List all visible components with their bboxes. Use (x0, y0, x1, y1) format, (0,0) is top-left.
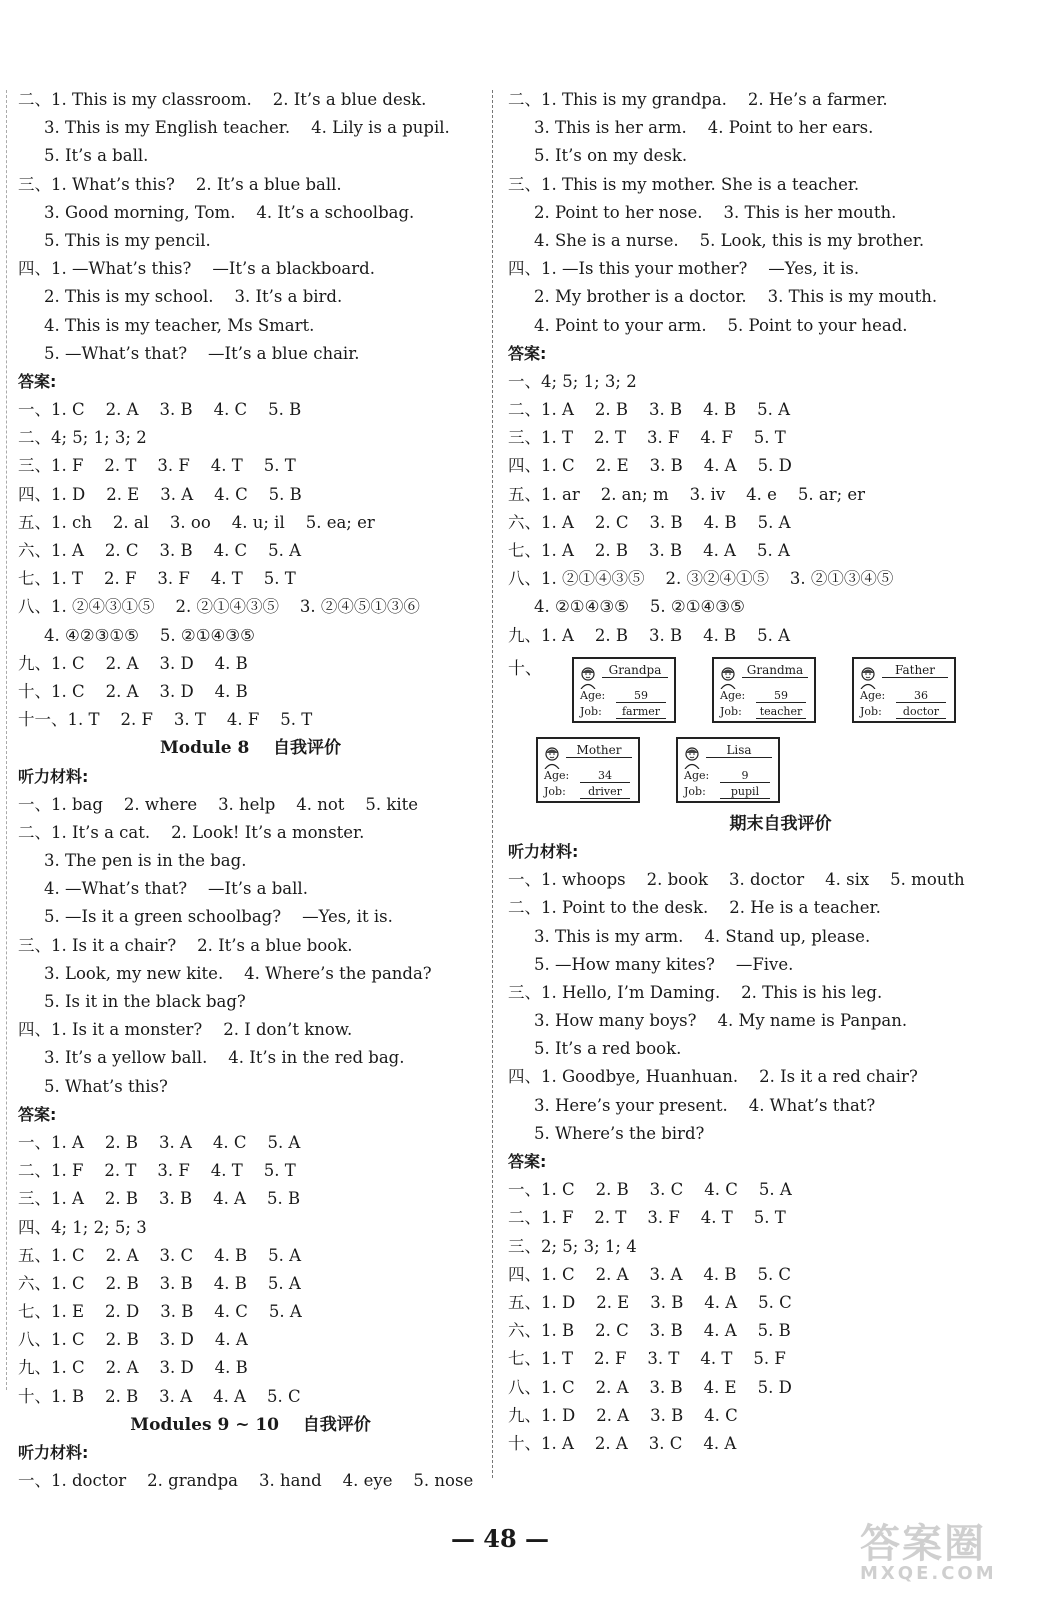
text-line: 二、1. F 2. T 3. F 4. T 5. T (18, 1161, 296, 1181)
text-line: 3. This is my arm. 4. Stand up, please. (534, 926, 871, 946)
text-line: 3. The pen is in the bag. (44, 851, 247, 871)
person-portrait-icon (858, 665, 878, 689)
right-column (508, 86, 1053, 1458)
text-line: 十一、1. T 2. F 3. T 4. F 5. T (18, 710, 313, 730)
age-value: 36 (896, 689, 946, 703)
text-line: 二、1. This is my grandpa. 2. He’s a farmer. (508, 90, 888, 109)
text-line: 5. —How many kites? —Five. (534, 954, 794, 974)
text-line: 二、1. A 2. B 3. B 4. B 5. A (508, 400, 791, 420)
text-line: 八、1. C 2. A 3. B 4. E 5. D (508, 1377, 792, 1397)
text-line: 三、1. F 2. T 3. F 4. T 5. T (18, 456, 296, 476)
text-line: 五、1. ar 2. an; m 3. iv 4. e 5. ar; er (508, 484, 866, 504)
text-line: 四、1. C 2. A 3. A 4. B 5. C (508, 1264, 792, 1284)
text-line: 三、1. This is my mother. She is a teacher. (508, 174, 860, 194)
person-name: Lisa (706, 743, 772, 758)
job-row (860, 705, 948, 718)
text-line: 六、1. B 2. C 3. B 4. A 5. B (508, 1321, 791, 1341)
person-card (712, 657, 816, 723)
text-line: 五、1. C 2. A 3. C 4. B 5. A (18, 1245, 302, 1265)
person-portrait-icon (542, 745, 562, 769)
text-line: 六、1. A 2. C 3. B 4. C 5. A (18, 541, 302, 560)
text-line: 六、1. C 2. B 3. B 4. B 5. A (18, 1273, 301, 1293)
job-row (684, 785, 772, 798)
age-value: 59 (756, 689, 806, 703)
person-portrait-icon (682, 745, 702, 769)
text-line: 三、1. What’s this? 2. It’s a blue ball. (18, 174, 342, 194)
left-margin-rule (6, 90, 7, 1390)
text-line: 四、1. Is it a monster? 2. I don’t know. (18, 1020, 353, 1040)
text-line: 5. What’s this? (44, 1076, 168, 1096)
text-line: 3. Good morning, Tom. 4. It’s a schoolbag. (44, 202, 415, 222)
text-line: 十、1. C 2. A 3. D 4. B (18, 681, 248, 701)
section-heading: 答案: (508, 1152, 547, 1171)
age-label: Age: (684, 768, 710, 782)
text-line: 三、1. A 2. B 3. B 4. A 5. B (18, 1189, 301, 1209)
text-line: 二、1. F 2. T 3. F 4. T 5. T (508, 1208, 786, 1228)
text-line: 一、1. C 2. A 3. B 4. C 5. B (18, 400, 302, 420)
text-line: 八、1. C 2. B 3. D 4. A (18, 1330, 248, 1350)
text-line: 4. ②①④③⑤ 5. ②①④③⑤ (534, 597, 745, 617)
text-line: 5. It’s on my desk. (534, 146, 688, 166)
job-label: Job: (860, 704, 882, 718)
text-line: 一、4; 5; 1; 3; 2 (508, 371, 637, 391)
text-line: 四、1. D 2. E 3. A 4. C 5. B (18, 484, 302, 504)
job-value: doctor (896, 705, 946, 719)
age-row (580, 689, 668, 702)
text-line: 八、1. ②①④③⑤ 2. ③②④①⑤ 3. ②①③④⑤ (508, 569, 894, 589)
text-line: 九、1. C 2. A 3. D 4. B (18, 1358, 248, 1378)
text-line: 九、1. D 2. A 3. B 4. C (508, 1405, 738, 1425)
text-line: 三、2; 5; 3; 1; 4 (508, 1236, 637, 1256)
text-line: 九、1. C 2. A 3. D 4. B (18, 653, 248, 673)
text-line: 七、1. A 2. B 3. B 4. A 5. A (508, 541, 790, 560)
age-row (684, 769, 772, 782)
text-line: 5. This is my pencil. (44, 230, 211, 250)
text-line: 四、4; 1; 2; 5; 3 (18, 1217, 147, 1237)
text-line: 三、1. T 2. T 3. F 4. F 5. T (508, 428, 786, 448)
person-card (572, 657, 676, 723)
watermark-url: MXQE.COM (860, 1563, 997, 1584)
person-portrait-icon (718, 665, 738, 689)
person-name: Mother (566, 743, 632, 758)
family-cards (508, 650, 1053, 810)
age-label: Age: (580, 688, 606, 702)
text-line: 五、1. ch 2. al 3. oo 4. u; il 5. ea; er (18, 512, 375, 532)
section-title: Module 8 自我评价 (159, 738, 342, 759)
section-title: Modules 9 ~ 10 自我评价 (130, 1414, 371, 1435)
text-line: 4. This is my teacher, Ms Smart. (44, 315, 315, 335)
page-number: — 48 — (450, 1524, 550, 1553)
age-row (860, 689, 948, 702)
job-value: driver (580, 785, 630, 799)
text-line: 七、1. T 2. F 3. T 4. T 5. F (508, 1349, 786, 1369)
text-line: 5. —What’s that? —It’s a blue chair. (44, 343, 360, 363)
text-line: 七、1. T 2. F 3. F 4. T 5. T (18, 569, 296, 589)
text-line: 4. Point to your arm. 5. Point to your head. (534, 315, 908, 335)
text-line: 十、1. B 2. B 3. A 4. A 5. C (18, 1386, 301, 1406)
person-name: Grandpa (602, 663, 668, 678)
text-line: 一、1. A 2. B 3. A 4. C 5. A (18, 1132, 301, 1152)
person-portrait-icon (578, 665, 598, 689)
text-line: 2. This is my school. 3. It’s a bird. (44, 287, 343, 307)
right-bottom-lines (508, 810, 1053, 1458)
section-heading: 听力材料: (18, 766, 89, 786)
text-line: 四、1. —Is this your mother? —Yes, it is. (508, 259, 860, 279)
cards-row (508, 730, 1053, 810)
text-line: 四、1. C 2. E 3. B 4. A 5. D (508, 456, 792, 476)
text-line: 2. My brother is a doctor. 3. This is my mouth. (534, 287, 938, 307)
person-card (676, 737, 780, 803)
age-row (720, 689, 808, 702)
age-label: Age: (860, 688, 886, 702)
text-line: 3. Here’s your present. 4. What’s that? (534, 1095, 876, 1115)
text-line: 五、1. D 2. E 3. B 4. A 5. C (508, 1292, 792, 1312)
text-line: 二、1. Point to the desk. 2. He is a teacher. (508, 898, 881, 918)
age-label: Age: (720, 688, 746, 702)
person-card (536, 737, 640, 803)
section-heading: 听力材料: (18, 1443, 89, 1462)
text-line: 5. It’s a red book. (534, 1039, 682, 1059)
section-heading: 听力材料: (508, 841, 579, 861)
text-line: 四、1. —What’s this? —It’s a blackboard. (18, 259, 375, 279)
job-value: farmer (616, 705, 666, 719)
text-line: 5. Is it in the black bag? (44, 992, 246, 1011)
text-line: 3. This is her arm. 4. Point to her ears. (534, 118, 874, 138)
text-line: 十、1. A 2. A 3. C 4. A (508, 1433, 737, 1453)
text-line: 三、1. Hello, I’m Daming. 2. This is his leg. (508, 982, 883, 1002)
text-line: 八、1. ②④③①⑤ 2. ②①④③⑤ 3. ②④⑤①③⑥ (18, 597, 420, 617)
age-value: 59 (616, 689, 666, 703)
column-divider (492, 90, 493, 1478)
text-line: 4. —What’s that? —It’s a ball. (44, 879, 308, 899)
section-number: 十、 (508, 658, 542, 679)
job-row (580, 705, 668, 718)
text-line: 3. It’s a yellow ball. 4. It’s in the red bag. (44, 1048, 405, 1068)
age-row (544, 769, 632, 782)
text-line: 一、1. C 2. B 3. C 4. C 5. A (508, 1180, 792, 1200)
text-line: 九、1. A 2. B 3. B 4. B 5. A (508, 625, 791, 645)
text-line: 四、1. Goodbye, Huanhuan. 2. Is it a red chair? (508, 1067, 918, 1087)
watermark-logo (860, 1512, 1040, 1582)
left-column (18, 86, 483, 1495)
job-label: Job: (720, 704, 742, 718)
text-line: 二、1. It’s a cat. 2. Look! It’s a monster. (18, 822, 365, 842)
job-value: pupil (720, 785, 770, 799)
cards-row (508, 650, 1053, 730)
text-line: 2. Point to her nose. 3. This is her mouth. (534, 202, 897, 222)
text-line: 三、1. Is it a chair? 2. It’s a blue book. (18, 935, 353, 955)
text-line: 3. Look, my new kite. 4. Where’s the panda? (44, 963, 432, 983)
text-line: 二、4; 5; 1; 3; 2 (18, 428, 147, 448)
section-heading: 答案: (18, 371, 57, 391)
job-label: Job: (684, 784, 706, 798)
age-value: 34 (580, 769, 630, 783)
job-label: Job: (544, 784, 566, 798)
job-label: Job: (580, 704, 602, 718)
person-name: Grandma (742, 663, 808, 678)
text-line: 4. She is a nurse. 5. Look, this is my brother. (534, 230, 925, 250)
text-line: 二、1. This is my classroom. 2. It’s a blue desk. (18, 90, 427, 109)
age-label: Age: (544, 768, 570, 782)
text-line: 5. It’s a ball. (44, 146, 149, 166)
text-line: 七、1. E 2. D 3. B 4. C 5. A (18, 1302, 302, 1322)
text-line: 5. —Is it a green schoolbag? —Yes, it is. (44, 907, 393, 927)
text-line: 六、1. A 2. C 3. B 4. B 5. A (508, 512, 791, 532)
job-row (544, 785, 632, 798)
section-title: 期末自我评价 (729, 813, 832, 834)
person-name: Father (882, 663, 948, 678)
watermark-text: 答案圈 (860, 1521, 986, 1567)
job-row (720, 705, 808, 718)
text-line: 5. Where’s the bird? (534, 1123, 705, 1143)
text-line: 4. ④②③①⑤ 5. ②①④③⑤ (44, 625, 255, 645)
section-heading: 答案: (508, 343, 547, 363)
text-line: 3. This is my English teacher. 4. Lily is a pupil. (44, 118, 450, 138)
age-value: 9 (720, 769, 770, 783)
section-heading: 答案: (18, 1104, 57, 1124)
text-line: 一、1. bag 2. where 3. help 4. not 5. kite (18, 794, 419, 814)
text-line: 一、1. doctor 2. grandpa 3. hand 4. eye 5. nose (18, 1471, 474, 1491)
right-top-lines (508, 86, 1053, 650)
text-line: 3. How many boys? 4. My name is Panpan. (534, 1011, 908, 1031)
text-line: 一、1. whoops 2. book 3. doctor 4. six 5. mouth (508, 870, 965, 890)
job-value: teacher (756, 705, 806, 719)
person-card (852, 657, 956, 723)
